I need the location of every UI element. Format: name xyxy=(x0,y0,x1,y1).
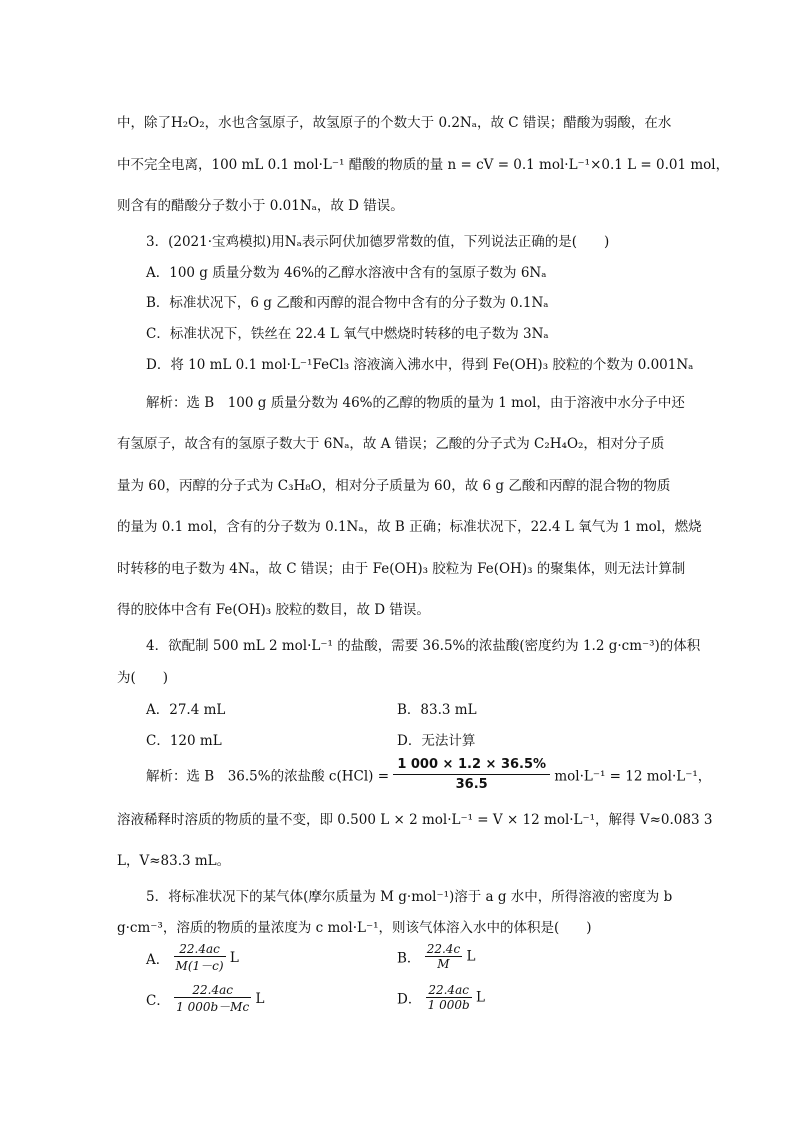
text-line: 中不完全电离，100 mL 0.1 mol·L⁻¹ 醋酸的物质的量 n = cV = 0.1 mol·L⁻¹×0.1 L = 0.01 mol， xyxy=(117,157,730,173)
option-label: B． xyxy=(397,950,421,967)
option-b: B．标准状况下，6 g 乙酸和丙醇的混合物中含有的分子数为 0.1Nₐ xyxy=(146,295,549,311)
fraction-denominator: 36.5 xyxy=(455,777,488,792)
option-label: A． xyxy=(146,952,170,968)
text-line: 则含有的醋酸分子数小于 0.01Nₐ，故 D 错误。 xyxy=(117,198,404,214)
option-unit: L xyxy=(475,989,485,1006)
answer-4-prefix: 解析：选 B 36.5%的浓盐酸 c(HCl) = xyxy=(146,768,390,785)
answer-4-line xyxy=(146,757,711,792)
answer-4-line: L，V≈83.3 mL。 xyxy=(117,853,231,869)
option-c xyxy=(146,983,264,1015)
formula-fraction xyxy=(393,757,550,792)
fraction-numerator: 22.4ac xyxy=(174,983,251,998)
option-unit: L xyxy=(255,991,265,1007)
option-unit: L xyxy=(466,948,476,965)
option-label: C． xyxy=(146,993,170,1009)
option-d: D．将 10 mL 0.1 mol·L⁻¹FeCl₃ 溶液滴入沸水中，得到 Fe(OH)₃ 胶粒的个数为 0.001Nₐ xyxy=(146,357,694,373)
option-fraction xyxy=(174,942,226,974)
fraction-numerator: 22.4c xyxy=(426,942,461,956)
option-b xyxy=(397,942,475,971)
question-3: 3．(2021·宝鸡模拟)用Nₐ表示阿伏加德罗常数的值，下列说法正确的是( ) xyxy=(146,234,610,250)
fraction-denominator: M(1－c) xyxy=(175,959,224,973)
answer-4-suffix: mol·L⁻¹ = 12 mol·L⁻¹， xyxy=(554,768,712,785)
fraction-numerator: 22.4ac xyxy=(174,942,226,957)
answer-3-line: 的量为 0.1 mol，含有的分子数为 0.1Nₐ，故 B 正确；标准状况下，22.4 L 氧气为 1 mol，燃烧 xyxy=(117,519,702,535)
answer-3-line: 时转移的电子数为 4Nₐ，故 C 错误；由于 Fe(OH)₃ 胶粒为 Fe(OH)₃ 的聚集体，则无法计算制 xyxy=(117,561,686,577)
text-line: 中，除了H₂O₂，水也含氢原子，故氢原子的个数大于 0.2Nₐ，故 C 错误；醋酸为弱酸，在水 xyxy=(117,115,672,131)
answer-4-line: 溶液稀释时溶质的物质的量不变，即 0.500 L × 2 mol·L⁻¹ = V × 12 mol·L⁻¹，解得 V≈0.083 3 xyxy=(117,812,713,828)
option-c: C．标准状况下，铁丝在 22.4 L 氧气中燃烧时转移的电子数为 3Nₐ xyxy=(146,326,549,342)
option-a xyxy=(146,942,239,974)
fraction-numerator: 1 000 × 1.2 × 36.5% xyxy=(393,757,550,775)
option-b: B．83.3 mL xyxy=(397,702,477,718)
question-5-line2: g·cm⁻³，溶质的物质的量浓度为 c mol·L⁻¹，则该气体溶入水中的体积是( ) xyxy=(117,920,592,936)
answer-3-line: 有氢原子，故含有的氢原子数大于 6Nₐ，故 A 错误；乙酸的分子式为 C₂H₄O₂，相对分子质 xyxy=(117,436,665,452)
answer-3-line: 解析：选 B 100 g 质量分数为 46%的乙醇的物质的量为 1 mol，由于溶液中水分子中还 xyxy=(146,395,685,411)
fraction-denominator: 1 000b xyxy=(427,998,470,1012)
option-d: D．无法计算 xyxy=(397,733,476,749)
option-a: A．100 g 质量分数为 46%的乙醇水溶液中含有的氢原子数为 6Nₐ xyxy=(146,265,547,281)
option-fraction xyxy=(426,983,472,1012)
fraction-denominator: M xyxy=(437,957,450,971)
option-fraction xyxy=(425,942,462,971)
question-5: 5．将标准状况下的某气体(摩尔质量为 M g·mol⁻¹)溶于 a g 水中，所得溶液的密度为 b xyxy=(146,889,673,905)
option-label: D． xyxy=(397,991,422,1008)
option-fraction xyxy=(174,983,251,1015)
option-c: C．120 mL xyxy=(146,733,222,749)
question-4: 4．欲配制 500 mL 2 mol·L⁻¹ 的盐酸，需要 36.5%的浓盐酸(密度约为 1.2 g·cm⁻³)的体积 xyxy=(146,638,701,654)
fraction-numerator: 22.4ac xyxy=(426,983,472,998)
option-unit: L xyxy=(229,950,239,966)
option-a: A．27.4 mL xyxy=(146,702,226,718)
answer-3-line: 量为 60，丙醇的分子式为 C₃H₈O，相对分子质量为 60，故 6 g 乙酸和丙醇的混合物的物质 xyxy=(117,478,671,494)
option-d xyxy=(397,983,485,1012)
answer-3-line: 得的胶体中含有 Fe(OH)₃ 胶粒的数目，故 D 错误。 xyxy=(117,602,430,618)
question-4-line2: 为( ) xyxy=(117,670,169,686)
fraction-denominator: 1 000b－Mc xyxy=(176,1000,250,1014)
